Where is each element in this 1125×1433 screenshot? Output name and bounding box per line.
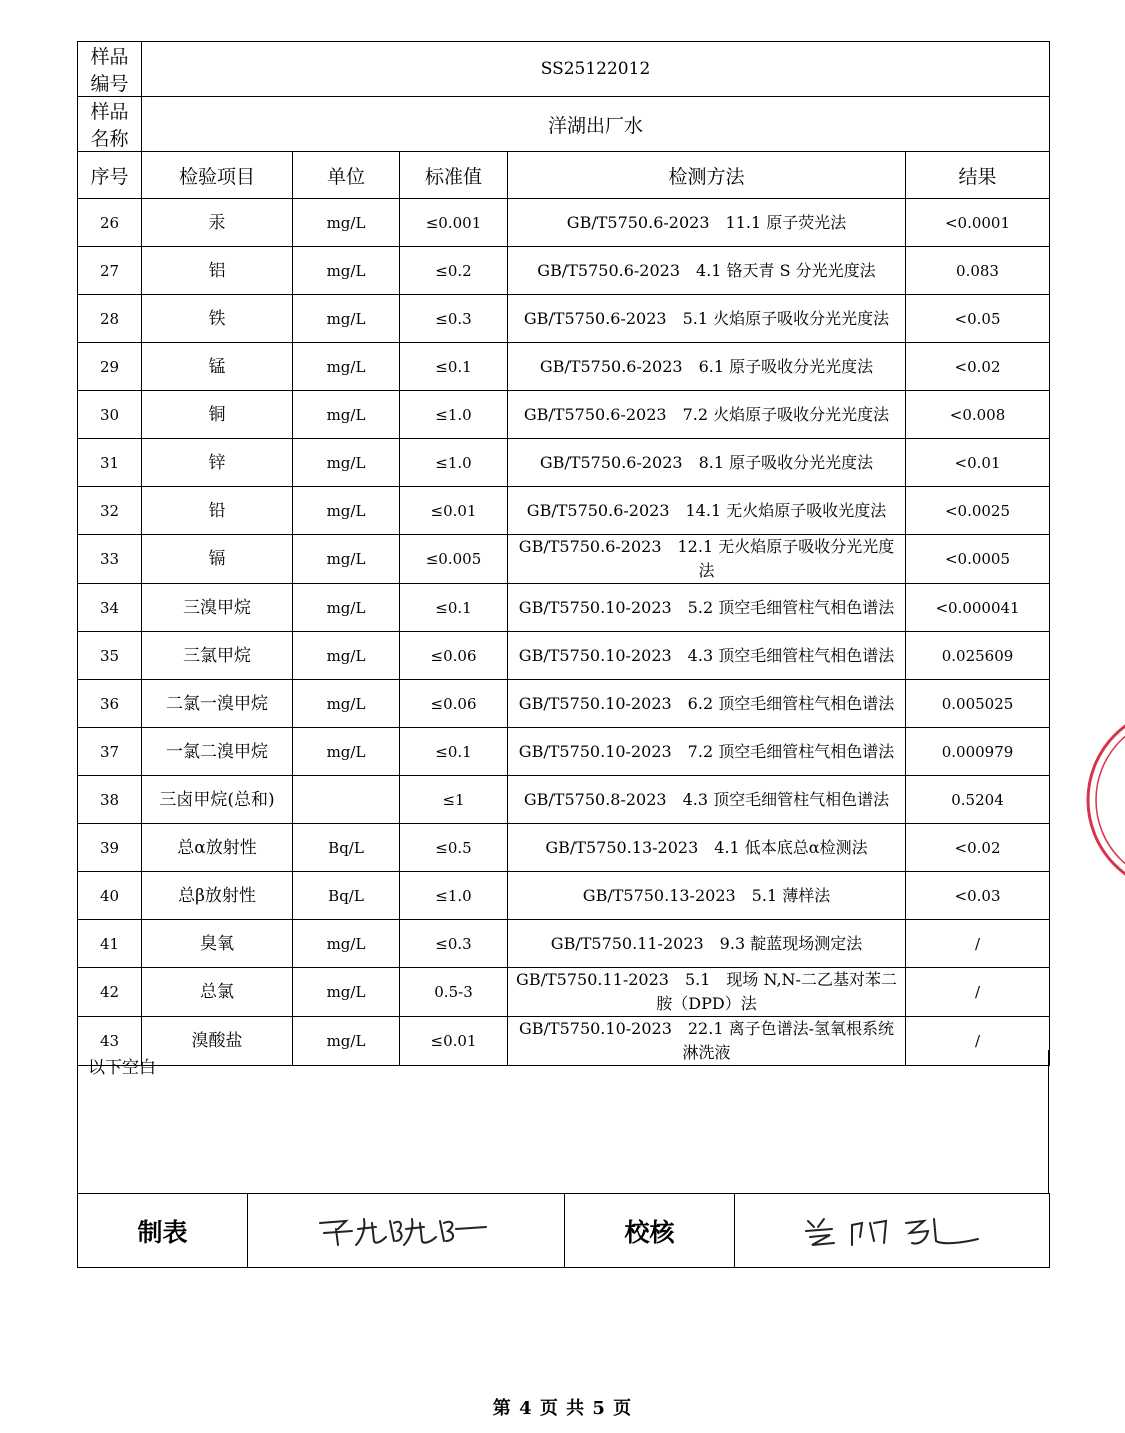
unit: mg/L bbox=[293, 968, 400, 1017]
unit: mg/L bbox=[293, 247, 400, 295]
test-method: GB/T5750.6-2023 7.2 火焰原子吸收分光光度法 bbox=[508, 391, 906, 439]
row-number: 36 bbox=[78, 680, 142, 728]
standard-value: ≤1.0 bbox=[400, 439, 508, 487]
test-item: 三卤甲烷(总和) bbox=[142, 776, 293, 824]
result-value: 0.025609 bbox=[906, 632, 1050, 680]
row-number: 33 bbox=[78, 535, 142, 584]
standard-value: ≤0.1 bbox=[400, 343, 508, 391]
test-method: GB/T5750.10-2023 7.2 顶空毛细管柱气相色谱法 bbox=[508, 728, 906, 776]
table-row bbox=[78, 535, 1050, 584]
table-row bbox=[78, 391, 1050, 439]
row-number: 37 bbox=[78, 728, 142, 776]
sample-name-label: 样品名称 bbox=[78, 97, 142, 152]
unit bbox=[293, 776, 400, 824]
checked-signature-image bbox=[802, 1211, 982, 1251]
standard-value: ≤0.06 bbox=[400, 632, 508, 680]
result-value: / bbox=[906, 1017, 1050, 1066]
standard-value: ≤0.01 bbox=[400, 1017, 508, 1066]
prepared-signature-image bbox=[316, 1211, 496, 1251]
standard-value: ≤0.001 bbox=[400, 199, 508, 247]
result-value: <0.01 bbox=[906, 439, 1050, 487]
sample-name-value: 洋湖出厂水 bbox=[142, 97, 1050, 152]
row-number: 31 bbox=[78, 439, 142, 487]
test-item: 总β放射性 bbox=[142, 872, 293, 920]
table-row bbox=[78, 680, 1050, 728]
standard-value: ≤0.1 bbox=[400, 584, 508, 632]
checked-by-label: 校核 bbox=[565, 1194, 735, 1268]
test-method: GB/T5750.13-2023 4.1 低本底总α检测法 bbox=[508, 824, 906, 872]
test-item: 一氯二溴甲烷 bbox=[142, 728, 293, 776]
checked-by-signature bbox=[735, 1194, 1050, 1268]
test-method: GB/T5750.11-2023 9.3 靛蓝现场测定法 bbox=[508, 920, 906, 968]
result-value: <0.03 bbox=[906, 872, 1050, 920]
standard-value: ≤0.5 bbox=[400, 824, 508, 872]
test-method: GB/T5750.6-2023 5.1 火焰原子吸收分光光度法 bbox=[508, 295, 906, 343]
table-row bbox=[78, 247, 1050, 295]
row-number: 41 bbox=[78, 920, 142, 968]
result-value: 0.000979 bbox=[906, 728, 1050, 776]
table-row bbox=[78, 343, 1050, 391]
row-number: 42 bbox=[78, 968, 142, 1017]
result-value: / bbox=[906, 968, 1050, 1017]
col-method: 检测方法 bbox=[508, 152, 906, 199]
results-body bbox=[78, 199, 1050, 1066]
prepared-by-label: 制表 bbox=[78, 1194, 248, 1268]
test-item: 锌 bbox=[142, 439, 293, 487]
standard-value: ≤0.3 bbox=[400, 920, 508, 968]
result-value: <0.008 bbox=[906, 391, 1050, 439]
test-item: 铜 bbox=[142, 391, 293, 439]
unit: mg/L bbox=[293, 680, 400, 728]
table-row bbox=[78, 295, 1050, 343]
test-item: 溴酸盐 bbox=[142, 1017, 293, 1066]
test-item: 二氯一溴甲烷 bbox=[142, 680, 293, 728]
prepared-by-signature bbox=[248, 1194, 565, 1268]
test-item: 臭氧 bbox=[142, 920, 293, 968]
sample-id-value: SS25122012 bbox=[142, 42, 1050, 97]
unit: Bq/L bbox=[293, 872, 400, 920]
test-method: GB/T5750.8-2023 4.3 顶空毛细管柱气相色谱法 bbox=[508, 776, 906, 824]
col-standard: 标准值 bbox=[400, 152, 508, 199]
signoff-table bbox=[77, 1193, 1050, 1268]
row-number: 28 bbox=[78, 295, 142, 343]
unit: mg/L bbox=[293, 584, 400, 632]
unit: mg/L bbox=[293, 487, 400, 535]
row-number: 35 bbox=[78, 632, 142, 680]
result-value: 0.5204 bbox=[906, 776, 1050, 824]
test-method: GB/T5750.13-2023 5.1 薄样法 bbox=[508, 872, 906, 920]
test-method: GB/T5750.6-2023 12.1 无火焰原子吸收分光光度法 bbox=[508, 535, 906, 584]
table-row bbox=[78, 728, 1050, 776]
unit: mg/L bbox=[293, 295, 400, 343]
results-table bbox=[77, 41, 1050, 1066]
test-method: GB/T5750.10-2023 5.2 顶空毛细管柱气相色谱法 bbox=[508, 584, 906, 632]
unit: mg/L bbox=[293, 920, 400, 968]
table-row bbox=[78, 199, 1050, 247]
col-result: 结果 bbox=[906, 152, 1050, 199]
standard-value: ≤1.0 bbox=[400, 391, 508, 439]
result-value: <0.05 bbox=[906, 295, 1050, 343]
result-value: 0.083 bbox=[906, 247, 1050, 295]
row-number: 29 bbox=[78, 343, 142, 391]
test-item: 总氯 bbox=[142, 968, 293, 1017]
test-method: GB/T5750.10-2023 4.3 顶空毛细管柱气相色谱法 bbox=[508, 632, 906, 680]
row-number: 43 bbox=[78, 1017, 142, 1066]
column-header-row bbox=[78, 152, 1050, 199]
table-row bbox=[78, 584, 1050, 632]
test-item: 总α放射性 bbox=[142, 824, 293, 872]
row-number: 30 bbox=[78, 391, 142, 439]
sample-id-label: 样品编号 bbox=[78, 42, 142, 97]
test-item: 三氯甲烷 bbox=[142, 632, 293, 680]
table-row bbox=[78, 487, 1050, 535]
test-method: GB/T5750.6-2023 6.1 原子吸收分光光度法 bbox=[508, 343, 906, 391]
result-value: <0.02 bbox=[906, 343, 1050, 391]
standard-value: ≤0.2 bbox=[400, 247, 508, 295]
row-number: 40 bbox=[78, 872, 142, 920]
official-seal bbox=[1080, 700, 1125, 900]
unit: mg/L bbox=[293, 1017, 400, 1066]
row-number: 26 bbox=[78, 199, 142, 247]
row-number: 38 bbox=[78, 776, 142, 824]
col-item: 检验项目 bbox=[142, 152, 293, 199]
unit: mg/L bbox=[293, 343, 400, 391]
standard-value: ≤1.0 bbox=[400, 872, 508, 920]
test-method: GB/T5750.11-2023 5.1 现场 N,N-二乙基对苯二胺（DPD）法 bbox=[508, 968, 906, 1017]
remark-area bbox=[77, 1050, 1049, 1194]
table-row bbox=[78, 824, 1050, 872]
result-value: <0.0025 bbox=[906, 487, 1050, 535]
remark-text: 以下空白 bbox=[88, 1058, 156, 1078]
row-number: 39 bbox=[78, 824, 142, 872]
test-method: GB/T5750.10-2023 22.1 离子色谱法-氢氧根系统淋洗液 bbox=[508, 1017, 906, 1066]
standard-value: ≤0.005 bbox=[400, 535, 508, 584]
col-no: 序号 bbox=[78, 152, 142, 199]
test-item: 镉 bbox=[142, 535, 293, 584]
table-row bbox=[78, 968, 1050, 1017]
result-value: <0.000041 bbox=[906, 584, 1050, 632]
test-item: 锰 bbox=[142, 343, 293, 391]
result-value: <0.02 bbox=[906, 824, 1050, 872]
standard-value: ≤0.01 bbox=[400, 487, 508, 535]
unit: mg/L bbox=[293, 535, 400, 584]
result-value: 0.005025 bbox=[906, 680, 1050, 728]
test-method: GB/T5750.6-2023 14.1 无火焰原子吸收光度法 bbox=[508, 487, 906, 535]
standard-value: ≤1 bbox=[400, 776, 508, 824]
unit: Bq/L bbox=[293, 824, 400, 872]
test-item: 铁 bbox=[142, 295, 293, 343]
standard-value: ≤0.1 bbox=[400, 728, 508, 776]
unit: mg/L bbox=[293, 632, 400, 680]
standard-value: ≤0.3 bbox=[400, 295, 508, 343]
table-row bbox=[78, 632, 1050, 680]
col-unit: 单位 bbox=[293, 152, 400, 199]
standard-value: ≤0.06 bbox=[400, 680, 508, 728]
test-item: 三溴甲烷 bbox=[142, 584, 293, 632]
row-number: 27 bbox=[78, 247, 142, 295]
row-number: 34 bbox=[78, 584, 142, 632]
test-method: GB/T5750.6-2023 4.1 铬天青 S 分光光度法 bbox=[508, 247, 906, 295]
test-method: GB/T5750.10-2023 6.2 顶空毛细管柱气相色谱法 bbox=[508, 680, 906, 728]
unit: mg/L bbox=[293, 728, 400, 776]
standard-value: 0.5-3 bbox=[400, 968, 508, 1017]
unit: mg/L bbox=[293, 439, 400, 487]
unit: mg/L bbox=[293, 391, 400, 439]
page-number: 第 4 页 共 5 页 bbox=[492, 1398, 633, 1419]
result-value: / bbox=[906, 920, 1050, 968]
test-method: GB/T5750.6-2023 8.1 原子吸收分光光度法 bbox=[508, 439, 906, 487]
result-value: <0.0005 bbox=[906, 535, 1050, 584]
test-method: GB/T5750.6-2023 11.1 原子荧光法 bbox=[508, 199, 906, 247]
table-row bbox=[78, 872, 1050, 920]
row-number: 32 bbox=[78, 487, 142, 535]
table-row bbox=[78, 439, 1050, 487]
test-item: 铅 bbox=[142, 487, 293, 535]
table-row bbox=[78, 776, 1050, 824]
test-item: 铝 bbox=[142, 247, 293, 295]
result-value: <0.0001 bbox=[906, 199, 1050, 247]
table-row bbox=[78, 920, 1050, 968]
unit: mg/L bbox=[293, 199, 400, 247]
test-item: 汞 bbox=[142, 199, 293, 247]
